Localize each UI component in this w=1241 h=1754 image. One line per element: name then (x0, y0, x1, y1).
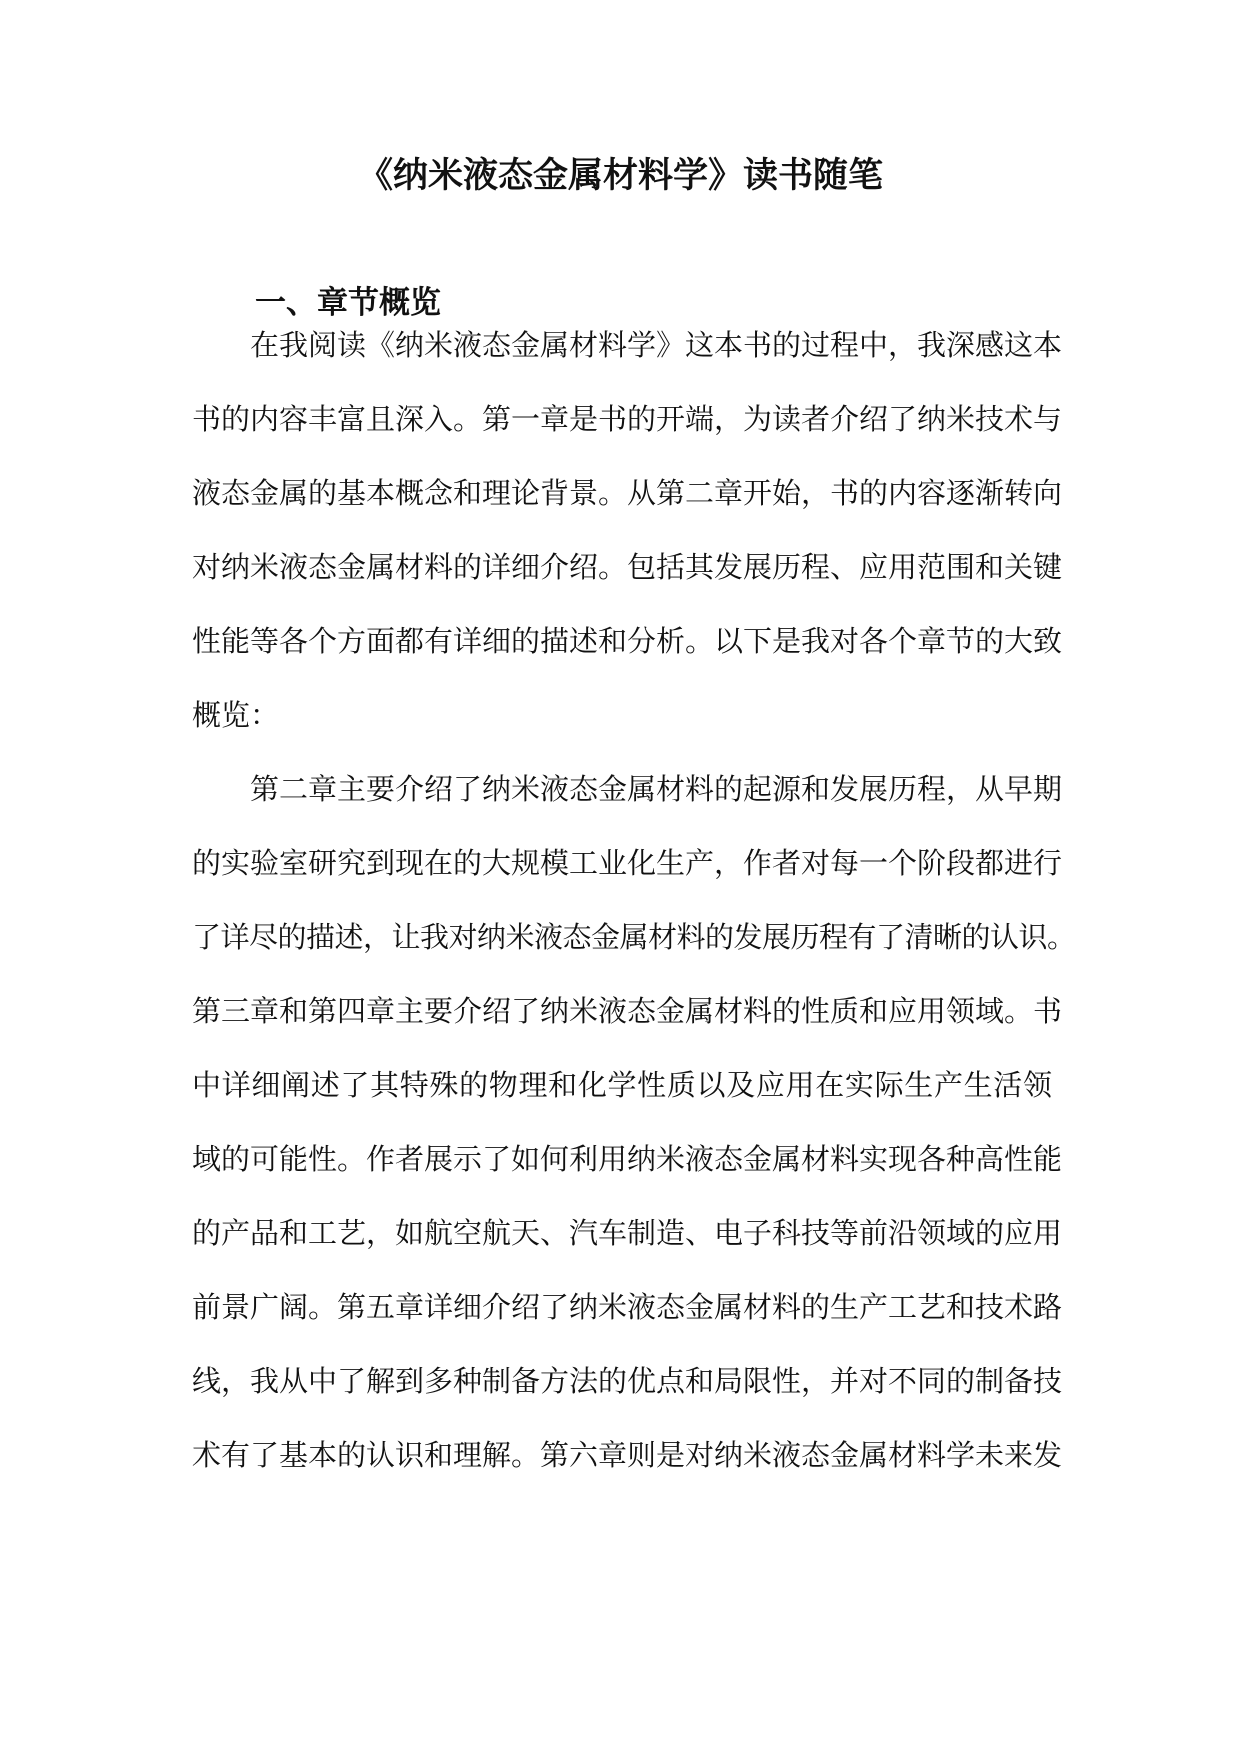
paragraph-line: 性能等各个方面都有详细的描述和分析。以下是我对各个章节的大致 (192, 624, 1063, 658)
paragraph-line: 域的可能性。作者展示了如何利用纳米液态金属材料实现各种高性能 (192, 1142, 1063, 1176)
paragraph-line: 在我阅读《纳米液态金属材料学》这本书的过程中，我深感这本 (250, 328, 1063, 362)
paragraph-line: 前景广阔。第五章详细介绍了纳米液态金属材料的生产工艺和技术路 (192, 1290, 1063, 1324)
paragraph-line: 书的内容丰富且深入。第一章是书的开端，为读者介绍了纳米技术与 (192, 402, 1063, 436)
paragraph-line: 液态金属的基本概念和理论背景。从第二章开始，书的内容逐渐转向 (192, 476, 1063, 510)
paragraph-line: 的实验室研究到现在的大规模工业化生产，作者对每一个阶段都进行 (192, 846, 1063, 880)
paragraph-line: 线，我从中了解到多种制备方法的优点和局限性，并对不同的制备技 (192, 1364, 1063, 1398)
paragraph-line: 第二章主要介绍了纳米液态金属材料的起源和发展历程，从早期 (250, 772, 1063, 806)
paragraph-line: 概览： (192, 698, 280, 732)
paragraph-line: 了详尽的描述，让我对纳米液态金属材料的发展历程有了清晰的认识。 (192, 920, 1076, 954)
paragraph-line: 中详细阐述了其特殊的物理和化学性质以及应用在实际生产生活领 (192, 1068, 1052, 1102)
paragraph-line: 第三章和第四章主要介绍了纳米液态金属材料的性质和应用领域。书 (192, 994, 1063, 1028)
paragraph-line: 对纳米液态金属材料的详细介绍。包括其发展历程、应用范围和关键 (192, 550, 1063, 584)
section-heading: 一、章节概览 (255, 285, 441, 321)
document-title: 《纳米液态金属材料学》读书随笔 (357, 156, 883, 196)
paragraph-line: 术有了基本的认识和理解。第六章则是对纳米液态金属材料学未来发 (192, 1438, 1063, 1472)
paragraph-line: 的产品和工艺，如航空航天、汽车制造、电子科技等前沿领域的应用 (192, 1216, 1063, 1250)
